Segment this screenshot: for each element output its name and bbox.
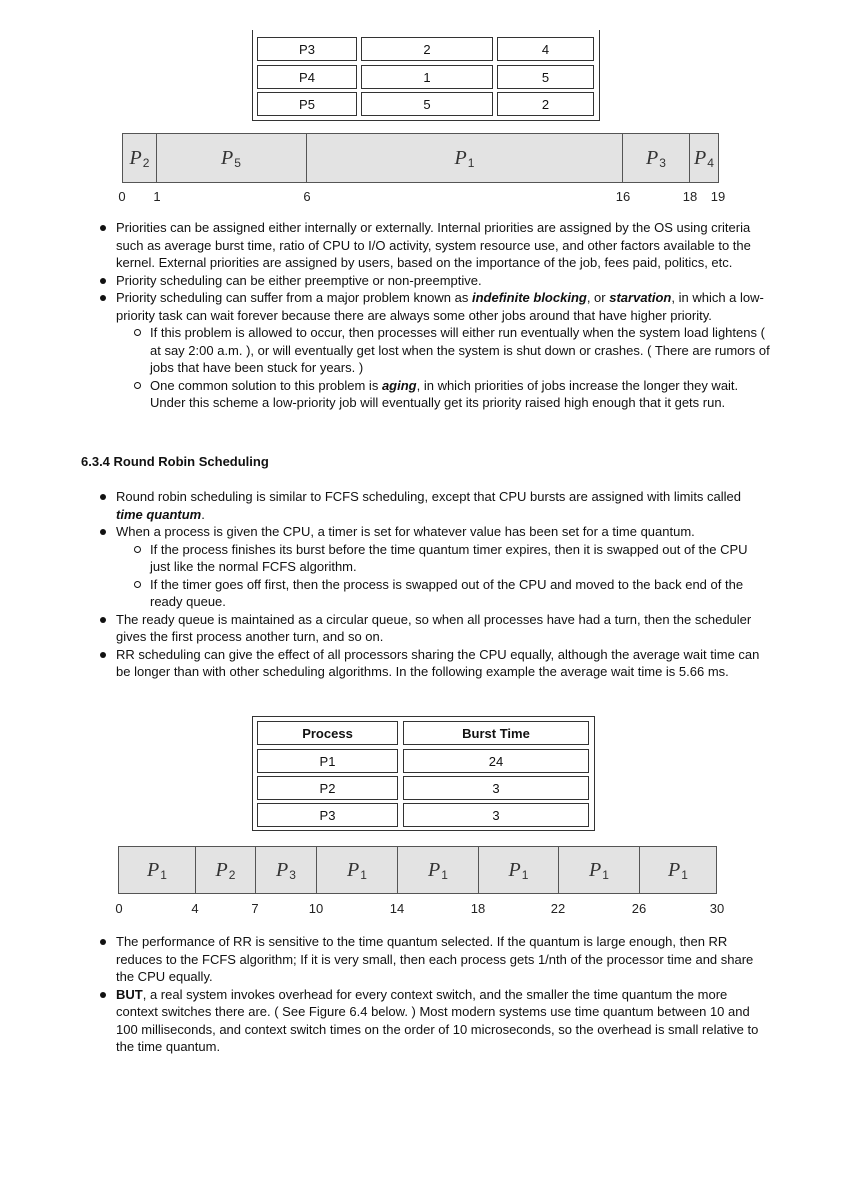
list-item-text: Priority scheduling can be either preemptive or non-preemptive. — [116, 272, 482, 288]
segment-subscript: 1 — [360, 868, 367, 882]
segment-subscript: 3 — [289, 868, 296, 882]
gantt-segment — [119, 847, 196, 893]
segment-label: P — [129, 146, 142, 169]
gantt-tick: 4 — [191, 901, 199, 916]
term-time-quantum: time quantum — [116, 506, 202, 522]
gantt-tick: 0 — [115, 901, 123, 916]
gantt-segment — [623, 134, 690, 182]
table-cell: 3 — [403, 776, 589, 800]
gantt-segment — [559, 847, 640, 893]
segment-label: P — [646, 146, 659, 169]
list-item — [98, 219, 770, 272]
segment-label: P — [454, 146, 467, 169]
gantt-chart-priority — [122, 133, 719, 183]
sub-list-item — [132, 377, 770, 412]
section-heading: 6.3.4 Round Robin Scheduling — [81, 454, 269, 469]
table-cell: P3 — [257, 37, 357, 61]
list-item — [98, 646, 770, 681]
segment-label: P — [668, 858, 681, 881]
segment-subscript: 1 — [602, 868, 609, 882]
table-header: Burst Time — [403, 721, 589, 745]
gantt-segment — [123, 134, 157, 182]
gantt-tick: 19 — [710, 189, 726, 204]
list-item-text: , in which priorities of jobs increase the longer they wait. Under this scheme a low-priority job will eventually get its priority raised high enough that it gets run. — [150, 377, 739, 410]
list-item-text: RR scheduling can give the effect of all processors sharing the CPU equally, although the average wait time can be longer than with other scheduling algorithms. In the following example the average wait time is 5.66 ms. — [116, 646, 760, 679]
list-item-text: , in which a low-priority task can wait forever because there are always some other jobs around that have higher priority. — [116, 290, 764, 323]
table-cell: 2 — [497, 92, 594, 116]
gantt-tick: 22 — [550, 901, 566, 916]
gantt-segment — [256, 847, 317, 893]
list-item-text: If this problem is allowed to occur, then processes will either run eventually when the system load lightens ( at say 2:00 a.m. ), or will eventually get lost when the system is shut down or crashes. ( There are rumors of jobs that have been stuck for years. ) — [150, 325, 770, 375]
table-cell: 5 — [497, 65, 594, 89]
segment-label: P — [215, 858, 228, 881]
segment-subscript: 1 — [681, 868, 688, 882]
list-item-text: Priority scheduling can suffer from a major problem known as — [116, 290, 472, 305]
segment-subscript: 2 — [142, 156, 150, 170]
gantt-segment — [196, 847, 256, 893]
gantt-segment — [398, 847, 479, 893]
list-item — [98, 488, 770, 523]
table-cell: 5 — [361, 92, 493, 116]
segment-subscript: 3 — [659, 156, 666, 170]
list-item — [98, 611, 770, 646]
gantt-segment — [690, 134, 718, 182]
segment-subscript: 5 — [234, 156, 241, 170]
final-bullets — [98, 933, 770, 1056]
list-item-text: One common solution to this problem is — [150, 377, 382, 393]
priority-bullets — [98, 219, 770, 412]
table-cell: 24 — [403, 749, 589, 773]
gantt-segment — [317, 847, 398, 893]
table-cell: 2 — [361, 37, 493, 61]
segment-subscript: 1 — [467, 156, 475, 170]
segment-label: P — [276, 858, 289, 881]
list-item-text: When a process is given the CPU, a timer is set for whatever value has been set for a time quantum. — [116, 524, 695, 539]
gantt-tick: 6 — [303, 189, 311, 204]
gantt-segment — [307, 134, 623, 182]
segment-label: P — [508, 858, 521, 881]
term-but: BUT — [116, 986, 143, 1002]
table-cell: P2 — [257, 776, 398, 800]
gantt-tick: 16 — [615, 189, 631, 204]
segment-label: P — [347, 858, 360, 881]
table-header: Process — [257, 721, 398, 745]
gantt-segment — [157, 134, 307, 182]
term-starvation: starvation — [609, 290, 672, 305]
list-item-text: Priorities can be assigned either internally or externally. Internal priorities are assigned by the OS using criteria such as average burst time, ratio of CPU to I/O activity, system resource use, and other factors available to the kernel. External priorities are assigned by users, based on the importance of the job, fees paid, politics, etc. — [116, 220, 751, 270]
list-item-text: The performance of RR is sensitive to the time quantum selected. If the quantum is large enough, then RR reduces to the FCFS algorithm; If it is very small, then each process gets 1/nth of the processor time and share the CPU equally. — [116, 934, 754, 984]
list-item — [98, 272, 770, 290]
sub-list-item — [132, 576, 770, 611]
segment-label: P — [221, 146, 234, 169]
term-aging: aging — [381, 377, 417, 393]
segment-label: P — [589, 858, 602, 881]
gantt-tick: 10 — [308, 901, 324, 916]
segment-subscript: 1 — [441, 868, 448, 882]
list-item-text: If the process finishes its burst before the time quantum timer expires, then it is swapped out of the CPU just like the normal FCFS algorithm. — [150, 541, 748, 574]
priority-table — [252, 30, 600, 121]
table-cell: P5 — [257, 92, 357, 116]
segment-subscript: 2 — [228, 868, 236, 882]
sub-list-item — [132, 541, 770, 576]
table-cell: 4 — [497, 37, 594, 61]
table-cell: P3 — [257, 803, 398, 827]
segment-subscript: 1 — [160, 868, 167, 882]
gantt-chart-rr — [118, 846, 717, 894]
segment-subscript: 4 — [707, 156, 714, 170]
table-cell: P4 — [257, 65, 357, 89]
gantt-segment — [479, 847, 559, 893]
list-item-text: , a real system invokes overhead for every context switch, and the smaller the time quantum the more context switches there are. ( See Figure 6.4 below. ) Most modern systems use time quantum between 10 and 100 milliseconds, and context switch times on the order of 10 microseconds, so the overhead is small relative to the time quantum. — [116, 986, 759, 1054]
gantt-tick: 26 — [631, 901, 647, 916]
list-item-text: Round robin scheduling is similar to FCFS scheduling, except that CPU bursts are assigned with limits called — [116, 489, 742, 504]
gantt-tick: 1 — [153, 189, 161, 204]
table-cell: P1 — [257, 749, 398, 773]
gantt-tick: 0 — [118, 189, 126, 204]
segment-label: P — [694, 146, 707, 169]
gantt-tick: 18 — [470, 901, 486, 916]
gantt-tick: 7 — [251, 901, 259, 916]
list-item-text: . — [201, 506, 205, 522]
gantt-segment — [640, 847, 716, 893]
segment-label: P — [428, 858, 441, 881]
term-indefinite-blocking: indefinite blocking — [471, 290, 587, 305]
gantt-tick: 18 — [682, 189, 698, 204]
segment-subscript: 1 — [521, 868, 529, 882]
list-item-text: The ready queue is maintained as a circular queue, so when all processes have had a turn, then the scheduler gives the first process another turn, and so on. — [116, 611, 752, 644]
gantt-tick: 14 — [389, 901, 405, 916]
sub-list-item — [132, 324, 770, 377]
rr-bullets — [98, 488, 770, 681]
table-cell: 1 — [361, 65, 493, 89]
list-item-text: If the timer goes off first, then the process is swapped out of the CPU and moved to the back end of the ready queue. — [150, 576, 744, 609]
list-item — [98, 933, 770, 986]
list-item-text: , or — [586, 290, 610, 305]
gantt-tick: 30 — [709, 901, 725, 916]
segment-label: P — [147, 858, 160, 881]
list-item — [98, 289, 770, 412]
list-item — [98, 523, 770, 611]
list-item — [98, 986, 770, 1056]
table-cell: 3 — [403, 803, 589, 827]
rr-table — [252, 716, 595, 831]
